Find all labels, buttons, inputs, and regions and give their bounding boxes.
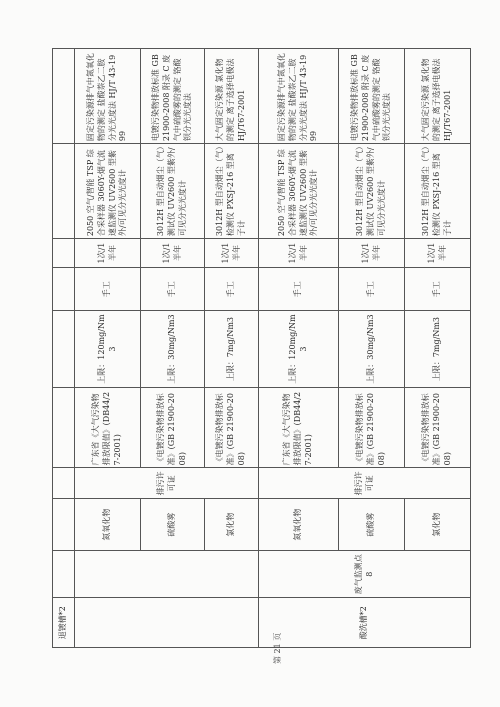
cell-instrument bbox=[53, 144, 75, 239]
cell-standard: 《电镀污染物排放标准》(GB 21900-2008) bbox=[141, 387, 205, 468]
cell-method: 手工 bbox=[339, 268, 405, 311]
cell-limit: 上限：120mg/Nm3 bbox=[75, 311, 141, 387]
cell-frequency: 1次/1半年 bbox=[141, 239, 205, 268]
cell-limit: 上限：30mg/Nm3 bbox=[141, 311, 205, 387]
cell-basis: 排污许可证 bbox=[259, 468, 471, 499]
cell-instrument: 3012H 型自动烟尘（气）检测仪 PXSJ-216 型离子计 bbox=[405, 144, 471, 239]
cell-method bbox=[53, 268, 75, 311]
cell-point bbox=[75, 550, 259, 598]
cell-limit bbox=[53, 311, 75, 387]
cell-frequency: 1次/1半年 bbox=[75, 239, 141, 268]
cell-standard bbox=[53, 387, 75, 468]
rotated-table-container bbox=[52, 48, 470, 648]
cell-analysis: 固定污染源排气中氮氧化物的测定 盐酸萘乙二胺分光光度法 HJ/T 43-1999 bbox=[75, 49, 141, 144]
cell-analysis: 电镀污染物排放标准 GB 21900-2008 附录 C 废气中硫酸雾的测定 铬酸钡分光光度法 bbox=[141, 49, 205, 144]
cell-standard: 广东省《大气污染物排放限值》(DB44/27-2001) bbox=[259, 387, 339, 468]
table-row bbox=[53, 49, 75, 648]
cell-standard: 《电镀污染物排放标准》(GB 21900-2008) bbox=[405, 387, 471, 468]
monitoring-table bbox=[52, 48, 471, 648]
cell-frequency: 1次/1半年 bbox=[339, 239, 405, 268]
cell-basis: 排污许可证 bbox=[75, 468, 259, 499]
cell-instrument: 2050 空气/智能 TSP 综合采样器 3060Y-烟气流速监测仪 UV2600 型紫外/可见分光光度计 bbox=[259, 144, 339, 239]
cell-pollutant: 氯化物 bbox=[405, 499, 471, 551]
cell-pollutant bbox=[53, 499, 75, 551]
cell-limit: 上限：120mg/Nm3 bbox=[259, 311, 339, 387]
cell-source bbox=[75, 598, 259, 648]
cell-analysis bbox=[53, 49, 75, 144]
cell-frequency: 1次/1半年 bbox=[205, 239, 259, 268]
cell-pollutant: 硫酸雾 bbox=[339, 499, 405, 551]
cell-analysis: 大气固定污染源 氯化物的测定 离子选择电极法 HJ/T67-2001 bbox=[405, 49, 471, 144]
cell-instrument: 3012H 型自动烟尘（气）测试仪 UV2600 型紫外/可见分光光度计 bbox=[339, 144, 405, 239]
cell-limit: 上限：7mg/Nm3 bbox=[205, 311, 259, 387]
table-row bbox=[75, 49, 141, 648]
cell-basis bbox=[53, 468, 75, 499]
cell-instrument: 3012H 型自动烟尘（气）检测仪 PXSJ-216 型离子计 bbox=[205, 144, 259, 239]
cell-frequency bbox=[53, 239, 75, 268]
cell-limit: 上限：30mg/Nm3 bbox=[339, 311, 405, 387]
table-row bbox=[259, 49, 339, 648]
cell-point bbox=[53, 550, 75, 598]
cell-source: 退镀槽*2 bbox=[53, 598, 75, 648]
cell-frequency: 1次/1半年 bbox=[259, 239, 339, 268]
cell-standard: 广东省《大气污染物排放限值》(DB44/27-2001) bbox=[75, 387, 141, 468]
cell-pollutant: 氮氧化物 bbox=[259, 499, 339, 551]
cell-pollutant: 氯化物 bbox=[205, 499, 259, 551]
cell-method: 手工 bbox=[259, 268, 339, 311]
cell-point: 废气监测点 8 bbox=[259, 550, 471, 598]
cell-method: 手工 bbox=[405, 268, 471, 311]
cell-pollutant: 氮氧化物 bbox=[75, 499, 141, 551]
cell-analysis: 固定污染源排气中氮氧化物的测定 盐酸萘乙二胺分光光度法 HJ/T 43-1999 bbox=[259, 49, 339, 144]
cell-instrument: 2050 空气/智能 TSP 综合采样器 3060Y-烟气流速监测仪 UV2600 型紫外/可见分光光度计 bbox=[75, 144, 141, 239]
cell-analysis: 大气固定污染源 氯化物的测定 离子选择电极法 HJ/T67-2001 bbox=[205, 49, 259, 144]
cell-source: 酸洗槽*2 bbox=[259, 598, 471, 648]
page-number: 第 21 页 bbox=[273, 632, 282, 664]
cell-frequency: 1次/1半年 bbox=[405, 239, 471, 268]
cell-limit: 上限：7mg/Nm3 bbox=[405, 311, 471, 387]
cell-standard: 《电镀污染物排放标准》(GB 21900-2008) bbox=[339, 387, 405, 468]
cell-standard: 《电镀污染物排放标准》(GB 21900-2008) bbox=[205, 387, 259, 468]
cell-method: 手工 bbox=[75, 268, 141, 311]
cell-method: 手工 bbox=[141, 268, 205, 311]
cell-pollutant: 硫酸雾 bbox=[141, 499, 205, 551]
cell-analysis: 电镀污染物排放标准 GB 21900-2008 附录 C 废气中硫酸雾的测定 铬酸钡分光光度法 bbox=[339, 49, 405, 144]
cell-method: 手工 bbox=[205, 268, 259, 311]
cell-instrument: 3012H 型自动烟尘（气）测试仪 UV2600 型紫外/可见分光光度计 bbox=[141, 144, 205, 239]
